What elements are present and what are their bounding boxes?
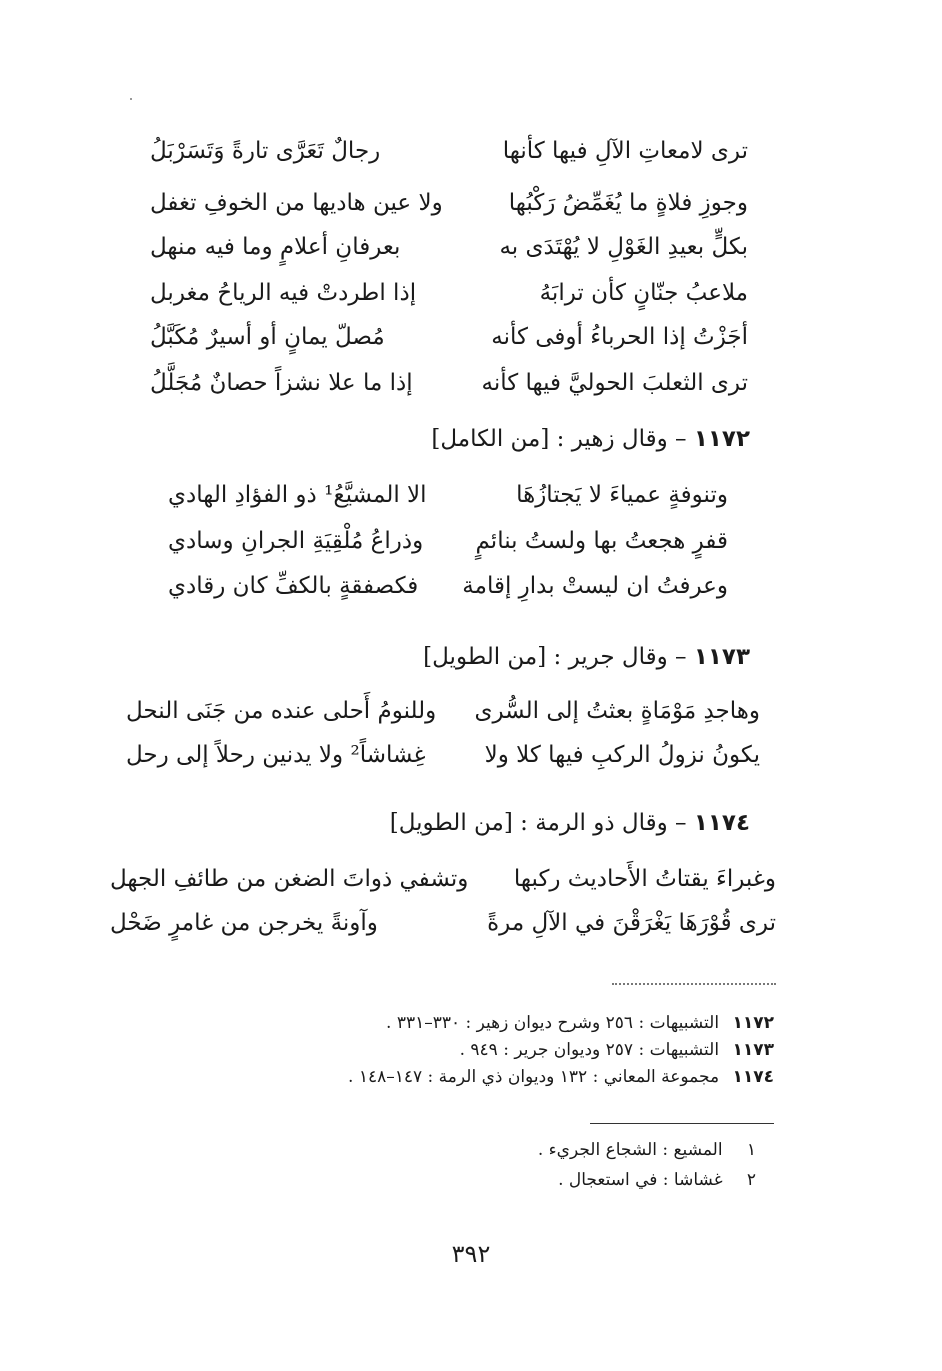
poem-number: ١١٧٤ <box>693 810 750 836</box>
verse-hemistich-1: قفرٍ هجعتُ بها ولستُ بنائمٍ <box>475 528 728 554</box>
verse-hemistich-2: رجالٌ تَعَرَّى تارةً وَتَسَرْبَلُ <box>150 138 381 164</box>
verse-hemistich-2: فكصفقةٍ بالكفِّ كان رقادي <box>168 573 419 599</box>
verse-hemistich-2: غِشاشاً² ولا يدنين رحلاً إلى رحل <box>126 742 426 768</box>
verse-line <box>150 326 748 349</box>
verse-line <box>150 236 748 259</box>
reference-text: التشبيهات : ٢٥٦ وشرح ديوان زهير : ٣٣٠–٣٣١ . <box>386 1013 720 1033</box>
poem-heading-text: – وقال زهير : [من الكامل] <box>431 426 687 452</box>
verse-hemistich-2: ولا عين هاديها من الخوفِ تغفل <box>150 190 443 216</box>
verse-hemistich-2: وآونةً يخرجن من غامرٍ ضَحْل <box>110 910 378 936</box>
verse-hemistich-2: الا المشيَّعُ¹ ذو الفؤادِ الهادي <box>168 482 427 508</box>
verse-hemistich-2: وتشفي ذواتَ الضغن من طائفِ الجهل <box>110 866 469 892</box>
poem-heading-text: – وقال جرير : [من الطويل] <box>423 644 687 670</box>
verse-line <box>168 575 728 598</box>
verse-line <box>110 868 776 891</box>
verse-hemistich-1: وتنوفةٍ عمياءَ لا يَجتازُهَا <box>516 482 728 508</box>
poem-heading <box>423 646 750 669</box>
verse-hemistich-2: إذا اطردتْ فيه الرياحُ مغربل <box>150 280 417 306</box>
verse-hemistich-1: ترى لامعاتِ الآلِ فيها كأنها <box>502 138 748 164</box>
reference-text: مجموعة المعاني : ١٣٢ وديوان ذي الرمة : ١٤٧–١٤٨ . <box>348 1067 720 1087</box>
reference-line <box>386 1015 774 1032</box>
footnote-number: ١ <box>746 1140 756 1160</box>
reference-line <box>348 1069 774 1086</box>
reference-text: التشبيهات : ٢٥٧ وديوان جرير : ٩٤٩ . <box>459 1040 720 1060</box>
footnotes-separator <box>590 1123 774 1124</box>
verse-line <box>150 372 748 395</box>
poem-heading-text: – وقال ذو الرمة : [من الطويل] <box>389 810 687 836</box>
footnote-text: المشيع : الشجاع الجريء . <box>537 1140 723 1160</box>
verse-hemistich-1: أجَزْتُ إذا الحرباءُ أوفى كأنه <box>491 324 748 350</box>
verse-hemistich-2: وللنومُ أَحلى عنده من جَنَى النحل <box>126 698 437 724</box>
reference-line <box>460 1042 774 1059</box>
verse-hemistich-1: وغبراءَ يقتاتُ الأَحاديث ركبها <box>513 866 776 892</box>
references-separator <box>612 983 776 985</box>
reference-number: ١١٧٣ <box>732 1040 774 1060</box>
reference-number: ١١٧٤ <box>732 1067 774 1087</box>
footnote-text: غشاشا : في استعجال . <box>558 1170 723 1190</box>
verse-line <box>168 484 728 507</box>
verse-hemistich-1: ملاعبُ جنّانٍ كأن ترابَهُ <box>539 280 748 306</box>
verse-line <box>110 912 776 935</box>
verse-line <box>150 192 748 215</box>
verse-hemistich-1: وجوزِ فلاةٍ ما يُغَمِّضُ رَكْبُها <box>508 190 748 216</box>
verse-hemistich-2: وذراعُ مُلْقِيَةِ الجرانِ وسادي <box>168 528 424 554</box>
verse-hemistich-1: ترى قُوْرَهَا يَغْرَقْنَ في الآلِ مرةً <box>487 910 776 936</box>
poem-number: ١١٧٣ <box>693 644 750 670</box>
reference-number: ١١٧٢ <box>732 1013 774 1033</box>
verse-hemistich-1: يكونُ نزولُ الركبِ فيها كلا ولا <box>484 742 760 768</box>
verse-line <box>150 282 748 305</box>
verse-hemistich-1: بكلٍّ بعيدِ الغَوْلِ لا يُهْتَدَى به <box>499 234 748 260</box>
footnote-number: ٢ <box>746 1170 756 1190</box>
page-number: ٣٩٢ <box>451 1240 491 1268</box>
verse-line <box>126 744 760 767</box>
verse-line <box>126 700 760 723</box>
verse-hemistich-2: بعرفانِ أعلامٍ وما فيه منهل <box>150 234 401 260</box>
poem-number: ١١٧٢ <box>693 426 750 452</box>
verse-hemistich-1: وهاجدِ مَوْمَاةٍ بعثتُ إلى السُّرى <box>474 698 760 724</box>
verse-hemistich-1: ترى الثعلبَ الحوليَّ فيها كأنه <box>481 370 748 396</box>
verse-line <box>168 530 728 553</box>
verse-hemistich-2: إذا ما علا نشزاً حصانٌ مُجَلَّلُ <box>150 370 413 396</box>
poem-heading <box>390 812 750 835</box>
scan-speck <box>130 98 132 100</box>
poem-heading <box>431 428 750 451</box>
verse-hemistich-2: مُصلّ يمانٍ أو أسيرٌ مُكَبَّلُ <box>150 324 385 350</box>
footnote <box>538 1142 756 1159</box>
footnote <box>558 1172 756 1189</box>
verse-hemistich-1: وعرفتُ ان ليستْ بدارِ إقامة <box>462 573 728 599</box>
verse-line <box>150 140 748 163</box>
